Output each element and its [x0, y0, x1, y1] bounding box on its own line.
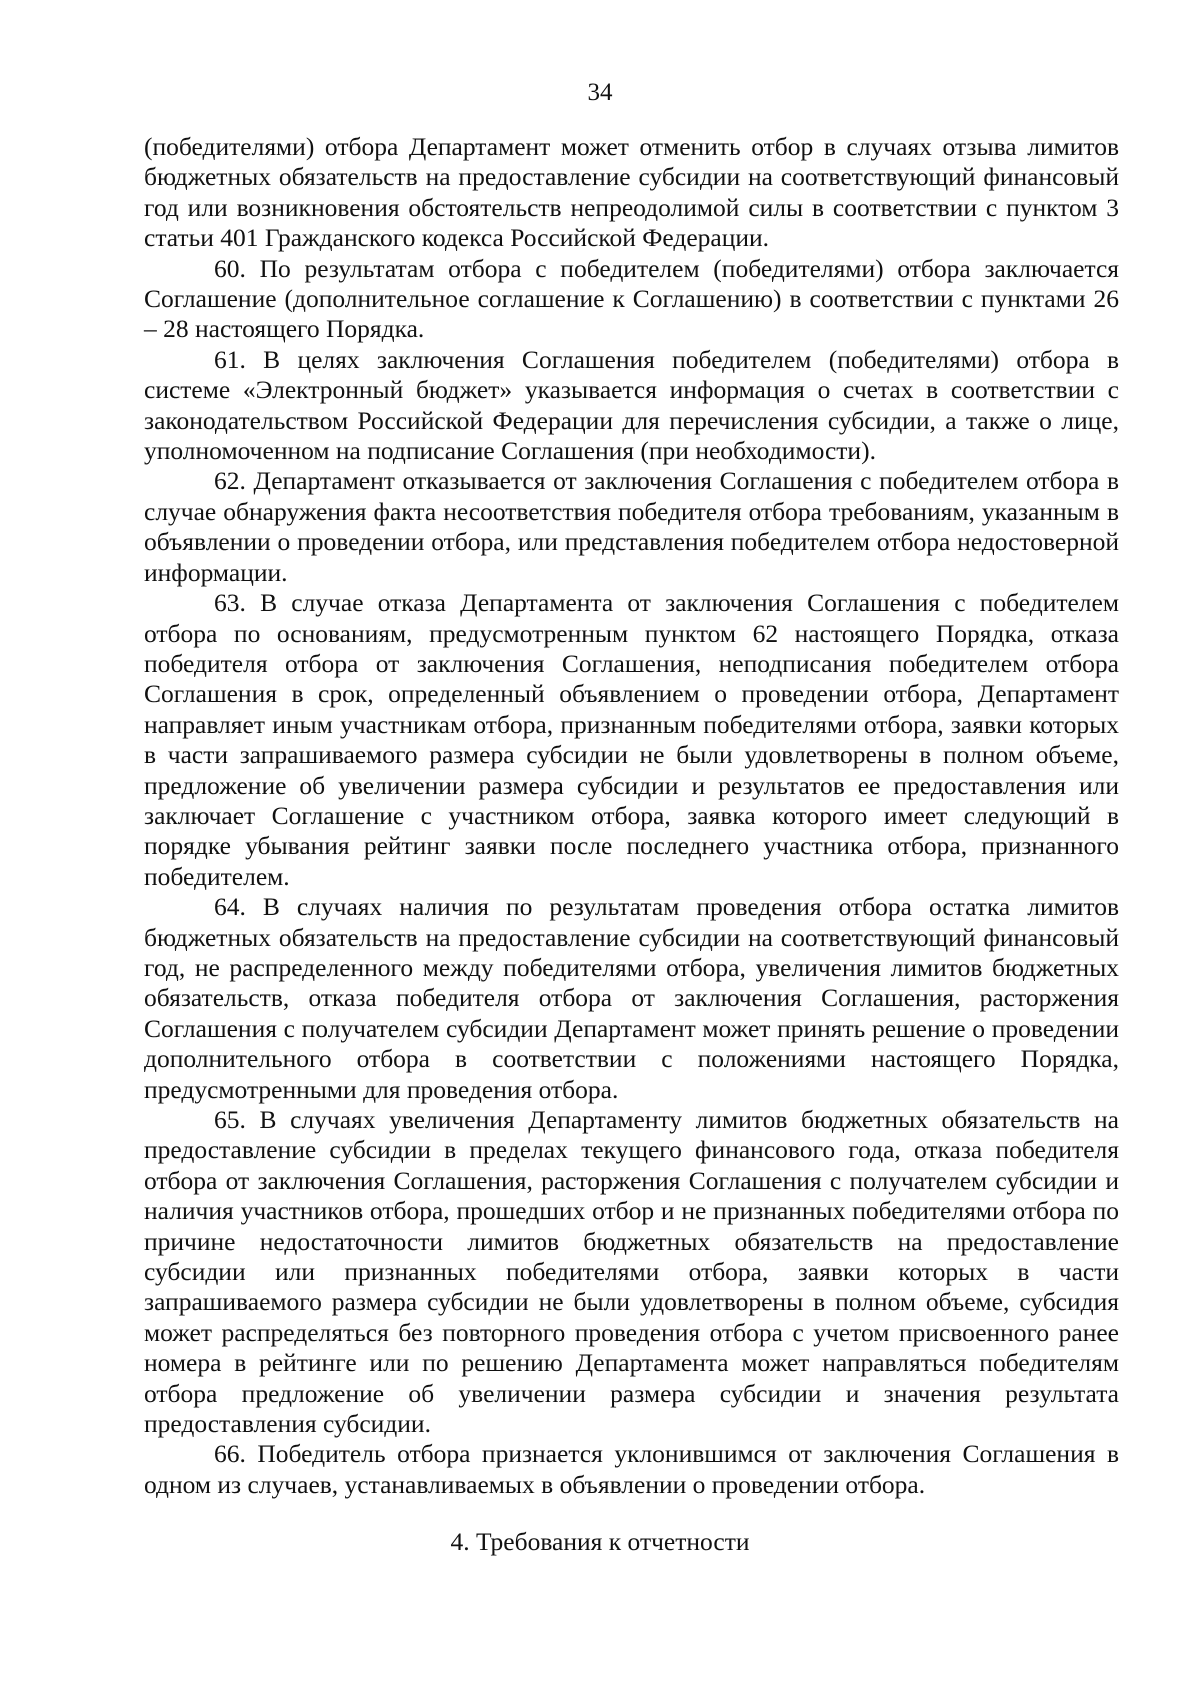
paragraph-61: 61. В целях заключения Соглашения победителем (победителями) отбора в системе «Электронный бюджет» указывается информация о счетах в соответствии с законодательством Российской Федерации для перечисления субсидии, а также о лице, уполномоченном на подписание Соглашения (при необходимости).	[144, 344, 1119, 466]
paragraph-64: 64. В случаях наличия по результатам проведения отбора остатка лимитов бюджетных обязательств на предоставление субсидии на соответствующий финансовый год, не распределенного между победителями отбора, увеличения лимитов бюджетных обязательств, отказа победителя отбора от заключения Соглашения, расторжения Соглашения с получателем субсидии Департамент может принять решение о проведении дополнительного отбора в соответствии с положениями настоящего Порядка, предусмотренными для проведения отбора.	[144, 892, 1119, 1104]
paragraph-63: 63. В случае отказа Департамента от заключения Соглашения с победителем отбора по основаниям, предусмотренным пунктом 62 настоящего Порядка, отказа победителя отбора от заключения Соглашения, неподписания победителем отбора Соглашения в срок, определенный объявлением о проведении отбора, Департамент направляет иным участникам отбора, признанным победителями отбора, заявки которых в части запрашиваемого размера субсидии не были удовлетворены в полном объеме, предложение об увеличении размера субсидии и результатов ее предоставления или заключает Соглашение с участником отбора, заявка которого имеет следующий в порядке убывания рейтинг заявки после последнего участника отбора, признанного победителем.	[144, 588, 1119, 891]
document-body	[144, 132, 1119, 1500]
page-number: 34	[587, 79, 613, 106]
paragraph-65: 65. В случаях увеличения Департаменту лимитов бюджетных обязательств на предоставление субсидии в пределах текущего финансового года, отказа победителя отбора от заключения Соглашения, расторжения Соглашения с получателем субсидии и наличия участников отбора, прошедших отбор и не признанных победителями отбора по причине недостаточности лимитов бюджетных обязательств на предоставление субсидии или признанных победителями отбора, заявки которых в части запрашиваемого размера субсидии не были удовлетворены в полном объеме, субсидия может распределяться без повторного проведения отбора с учетом присвоенного ранее номера в рейтинге или по решению Департамента может направляться победителям отбора предложение об увеличении размера субсидии и значения результата предоставления субсидии.	[144, 1105, 1119, 1439]
paragraph-66: 66. Победитель отбора признается уклонившимся от заключения Соглашения в одном из случаев, устанавливаемых в объявлении о проведении отбора.	[144, 1439, 1119, 1499]
paragraph-continuation: (победителями) отбора Департамент может отменить отбор в случаях отзыва лимитов бюджетных обязательств на предоставление субсидии на соответствующий финансовый год или возникновения обстоятельств непреодолимой силы в соответствии с пунктом 3 статьи 401 Гражданского кодекса Российской Федерации.	[144, 132, 1119, 253]
paragraph-62: 62. Департамент отказывается от заключения Соглашения с победителем отбора в случае обнаружения факта несоответствия победителя отбора требованиям, указанным в объявлении о проведении отбора, или представления победителем отбора недостоверной информации.	[144, 466, 1119, 587]
section-heading: 4. Требования к отчетности	[450, 1527, 750, 1556]
paragraph-60: 60. По результатам отбора с победителем (победителями) отбора заключается Соглашение (дополнительное соглашение к Соглашению) в соответствии с пунктами 26 – 28 настоящего Порядка.	[144, 253, 1119, 344]
